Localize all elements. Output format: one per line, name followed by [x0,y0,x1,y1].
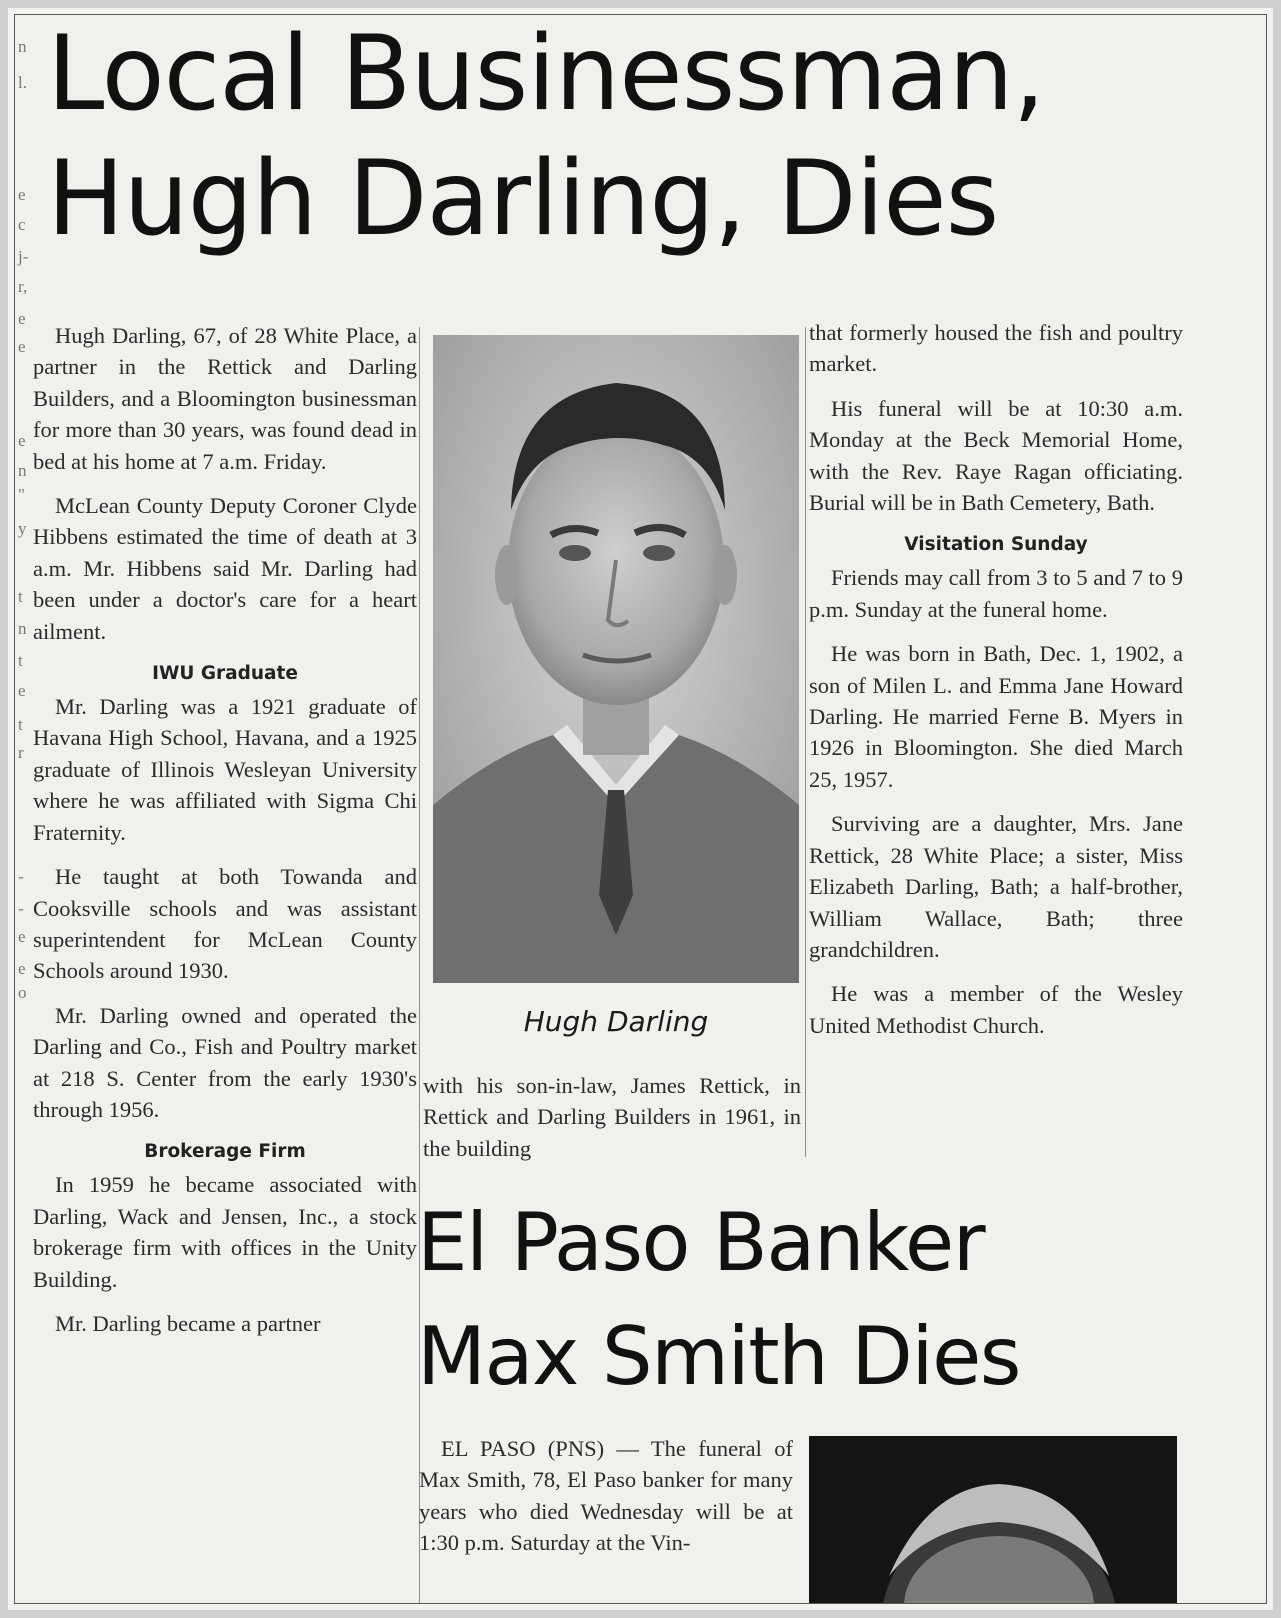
newspaper-clipping [14,14,1267,1604]
margin-fragment: e [18,185,26,204]
margin-fragment: e [18,309,26,328]
margin-fragment: t [18,715,23,734]
column-rule [419,327,420,1604]
margin-fragment: - [18,867,24,886]
margin-fragment: r [18,743,24,762]
subhead: Brokerage Firm [144,1141,306,1163]
paragraph: with his son-in-law, James Rettick, in Rettick and Darling Builders in 1961, in the building [423,1073,801,1161]
photo-caption: Hugh Darling [523,1005,709,1038]
subhead: Visitation Sunday [904,534,1088,556]
margin-fragment: e [18,681,26,700]
margin-fragment: - [18,899,24,918]
paragraph: Mr. Darling became a partner [55,1310,321,1336]
margin-fragment: e [18,959,26,978]
article1-column-3 [809,317,1183,1041]
paragraph: Mr. Darling was a 1921 graduate of Havana High School, Havana, and a 1925 graduate of Illinois Wesleyan University where he was affiliated with Sigma Chi Fraternity. [33,694,417,845]
margin-fragment: j- [18,247,29,266]
second-portrait-photo [809,1436,1177,1604]
margin-fragment: n [18,461,27,480]
margin-fragment: c [18,215,26,234]
margin-fragment: y [18,519,27,538]
margin-fragment: " [18,485,25,504]
article1-column-2 [423,1070,801,1164]
article1-column-1 [33,320,417,1339]
paragraph: that formerly housed the fish and poultry market. [809,320,1183,377]
paragraph: Surviving are a daughter, Mrs. Jane Rettick, 28 White Place; a sister, Miss Elizabeth Darling, Bath; a half-brother, William Wallace, Bath; three grandchildren. [809,811,1183,962]
column-rule [805,327,806,1157]
headline2-line-1: El Paso Banker [417,1196,985,1289]
paragraph: He was a member of the Wesley United Methodist Church. [809,981,1183,1038]
paragraph: He taught at both Towanda and Cooksville schools and was assistant superintendent for McLean County Schools around 1930. [33,864,417,984]
portrait-photo [433,335,799,983]
margin-fragment: n [18,37,27,56]
margin-fragment: t [18,587,23,606]
paragraph: Hugh Darling, 67, of 28 White Place, a partner in the Rettick and Darling Builders, and a Bloomington businessman for more than 30 years, was found dead in bed at his home at 7 a.m. Friday. [33,323,417,474]
paragraph: Mr. Darling owned and operated the Darling and Co., Fish and Poultry market at 218 S. Center from the early 1930's through 1956. [33,1002,417,1122]
article2-column [419,1433,793,1559]
subhead: IWU Graduate [152,663,298,685]
portrait-image [433,335,799,983]
paragraph: He was born in Bath, Dec. 1, 1902, a son of Milen L. and Emma Jane Howard Darling. He married Ferne B. Myers in 1926 in Bloomington. She died March 25, 1957. [809,641,1183,792]
headline-line-2: Hugh Darling, Dies [47,139,999,259]
margin-fragment: o [18,983,27,1002]
margin-fragment: e [18,337,26,356]
paragraph: EL PASO (PNS) — The funeral of Max Smith, 78, El Paso banker for many years who died Wednesday will be at 1:30 p.m. Saturday at the Vin- [419,1436,793,1556]
paragraph: His funeral will be at 10:30 a.m. Monday at the Beck Memorial Home, with the Rev. Raye Ragan officiating. Burial will be in Bath Cemetery, Bath. [809,395,1183,516]
paragraph: McLean County Deputy Coroner Clyde Hibbens estimated the time of death at 3 a.m. Mr. Hibbens said Mr. Darling had been under a doctor's care for a heart ailment. [33,493,417,644]
headline2-line-2: Max Smith Dies [417,1310,1020,1403]
margin-fragment: l. [18,73,27,92]
second-portrait-image [809,1436,1177,1604]
paragraph: Friends may call from 3 to 5 and 7 to 9 p.m. Sunday at the funeral home. [809,565,1183,622]
margin-fragment: e [18,431,26,450]
paragraph: In 1959 he became associated with Darling, Wack and Jensen, Inc., a stock brokerage firm with offices in the Unity Building. [33,1172,417,1292]
headline-line-1: Local Businessman, [47,14,1045,134]
margin-fragment: n [18,619,27,638]
margin-fragment: t [18,651,23,670]
margin-fragment: e [18,927,26,946]
margin-fragment: r, [18,277,28,296]
